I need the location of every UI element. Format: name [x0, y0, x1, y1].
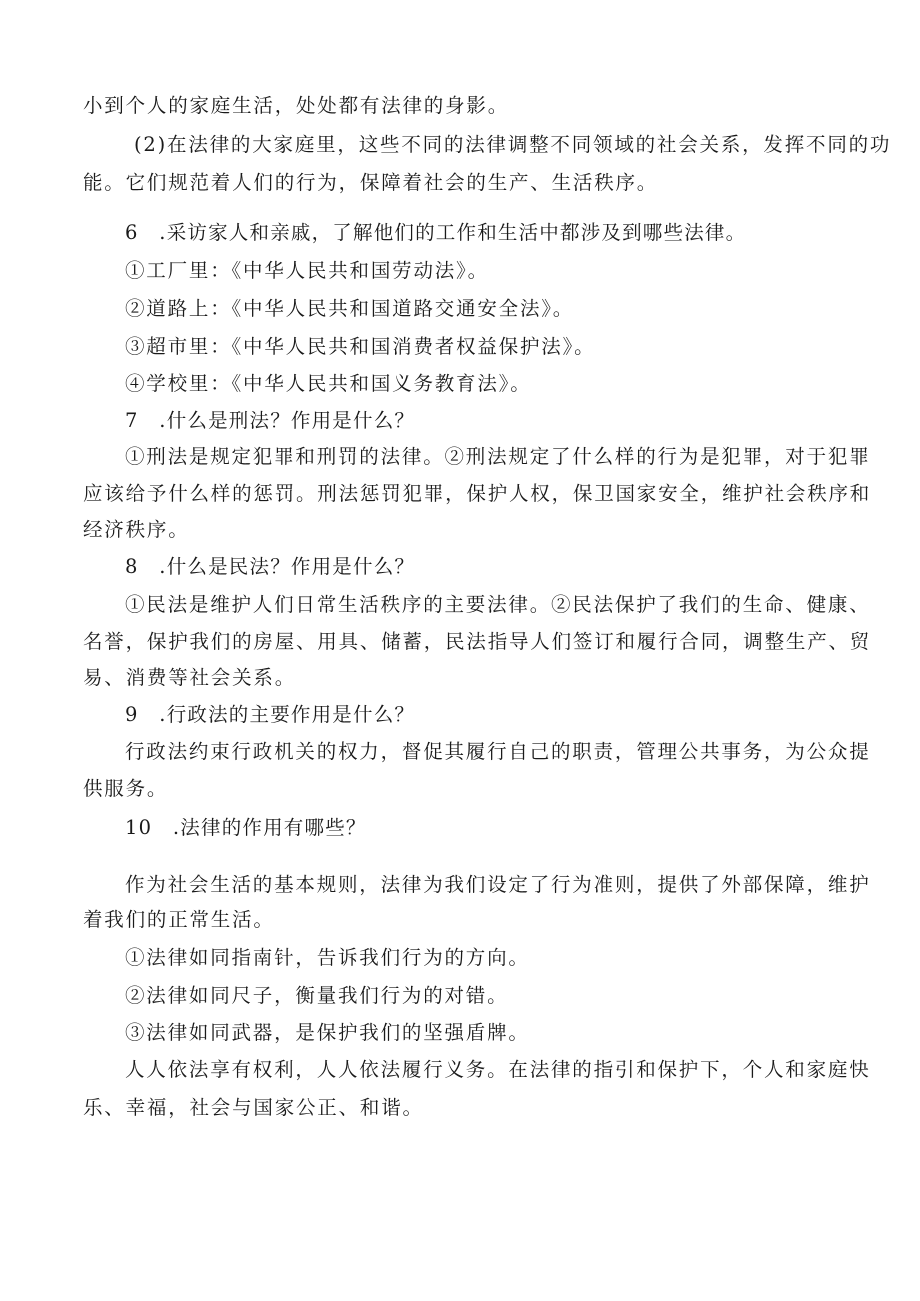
text-line: 着我们的正常生活。 — [83, 908, 275, 931]
list-item: ①法律如同指南针，告诉我们行为的方向。 — [125, 946, 530, 969]
list-item: ③法律如同武器，是保护我们的坚强盾牌。 — [125, 1021, 530, 1044]
text-line: 应该给予什么样的惩罚。刑法惩罚犯罪，保护人权，保卫国家安全，维护社会秩序和 — [83, 482, 872, 505]
list-item: ③超市里：《中华人民共和国消费者权益保护法》。 — [125, 335, 596, 358]
list-item: ②道路上：《中华人民共和国道路交通安全法》。 — [125, 297, 575, 320]
text-line: 小到个人的家庭生活，处处都有法律的身影。 — [83, 94, 510, 117]
text-line: (2)在法律的大家庭里，这些不同的法律调整不同领域的社会关系，发挥不同的功 — [134, 133, 892, 156]
text-line: 作为社会生活的基本规则，法律为我们设定了行为准则，提供了外部保障，维护 — [125, 873, 871, 896]
question-heading: 9 .行政法的主要作用是什么？ — [125, 703, 416, 726]
text-line: ①民法是维护人们日常生活秩序的主要法律。②民法保护了我们的生命、健康、 — [125, 593, 871, 616]
list-item: ②法律如同尺子，衡量我们行为的对错。 — [125, 984, 509, 1007]
text-line: 供服务。 — [83, 777, 169, 800]
list-item: ①工厂里：《中华人民共和国劳动法》。 — [125, 259, 489, 282]
question-heading: 6 .采访家人和亲戚，了解他们的工作和生活中都涉及到哪些法律。 — [125, 221, 747, 244]
question-heading: 10 .法律的作用有哪些？ — [125, 816, 367, 839]
list-item: ④学校里：《中华人民共和国义务教育法》。 — [125, 372, 532, 395]
text-line: 行政法约束行政机关的权力，督促其履行自己的职责，管理公共事务，为公众提 — [125, 740, 871, 763]
question-heading: 7 .什么是刑法？作用是什么？ — [125, 409, 416, 432]
text-line: 名誉，保护我们的房屋、用具、储蓄，民法指导人们签订和履行合同，调整生产、贸 — [83, 630, 872, 653]
text-line: ①刑法是规定犯罪和刑罚的法律。②刑法规定了什么样的行为是犯罪，对于犯罪 — [125, 445, 871, 468]
text-line: 易、消费等社会关系。 — [83, 666, 297, 689]
text-line: 经济秩序。 — [83, 518, 190, 541]
text-line: 乐、幸福，社会与国家公正、和谐。 — [83, 1096, 424, 1119]
question-heading: 8 .什么是民法？作用是什么？ — [125, 555, 416, 578]
text-line: 能。它们规范着人们的行为，保障着社会的生产、生活秩序。 — [83, 171, 659, 194]
text-line: 人人依法享有权利，人人依法履行义务。在法律的指引和保护下，个人和家庭快 — [125, 1058, 871, 1081]
